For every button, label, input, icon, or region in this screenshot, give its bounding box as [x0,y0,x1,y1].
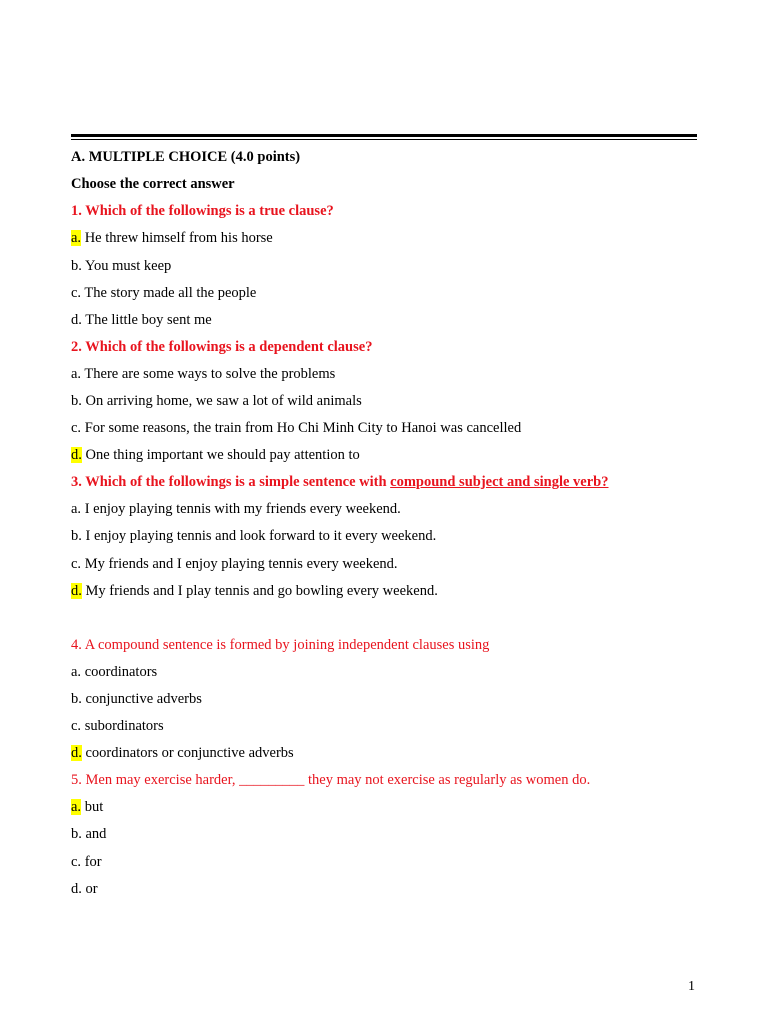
answer-highlight: a. [71,230,82,246]
q4-option-d: d. coordinators or conjunctive adverbs [71,745,294,761]
question-3: 3. Which of the followings is a simple sentence with compound subject and single verb? [71,474,609,490]
q3-option-c: c. My friends and I enjoy playing tennis every weekend. [71,556,398,572]
q1-option-c: c. The story made all the people [71,285,257,301]
page-number: 1 [688,979,695,994]
q3-option-b: b. I enjoy playing tennis and look forward to it every weekend. [71,528,437,544]
answer-highlight: d. [71,583,82,599]
q5-option-a: a. but [71,799,104,815]
question-4: 4. A compound sentence is formed by joining independent clauses using [71,637,490,653]
header-rule-thick [71,134,697,137]
q2-option-c: c. For some reasons, the train from Ho Chi Minh City to Hanoi was cancelled [71,420,522,436]
underlined-phrase: compound subject and single verb? [390,474,609,490]
q2-option-a: a. There are some ways to solve the problems [71,366,336,382]
question-1: 1. Which of the followings is a true clause? [71,203,334,219]
q4-option-c: c. subordinators [71,718,164,734]
q1-option-a: a. He threw himself from his horse [71,230,273,246]
answer-blank: _________ [239,772,305,788]
q2-option-b: b. On arriving home, we saw a lot of wild animals [71,393,362,409]
question-2: 2. Which of the followings is a dependent clause? [71,339,373,355]
question-5: 5. Men may exercise harder, _________ they may not exercise as regularly as women do. [71,772,591,788]
header-rule-thin [71,139,697,140]
q1-option-d: d. The little boy sent me [71,312,212,328]
q5-option-d: d. or [71,881,98,897]
q3-option-a: a. I enjoy playing tennis with my friends every weekend. [71,501,401,517]
q3-option-d: d. My friends and I play tennis and go bowling every weekend. [71,583,438,599]
answer-highlight: d. [71,447,82,463]
q2-option-d: d. One thing important we should pay attention to [71,447,360,463]
q4-option-b: b. conjunctive adverbs [71,691,202,707]
q5-option-b: b. and [71,826,107,842]
answer-highlight: d. [71,745,82,761]
instruction: Choose the correct answer [71,176,235,192]
answer-highlight: a. [71,799,82,815]
q4-option-a: a. coordinators [71,664,158,680]
section-title: A. MULTIPLE CHOICE (4.0 points) [71,149,301,165]
q1-option-b: b. You must keep [71,258,172,274]
q5-option-c: c. for [71,854,102,870]
